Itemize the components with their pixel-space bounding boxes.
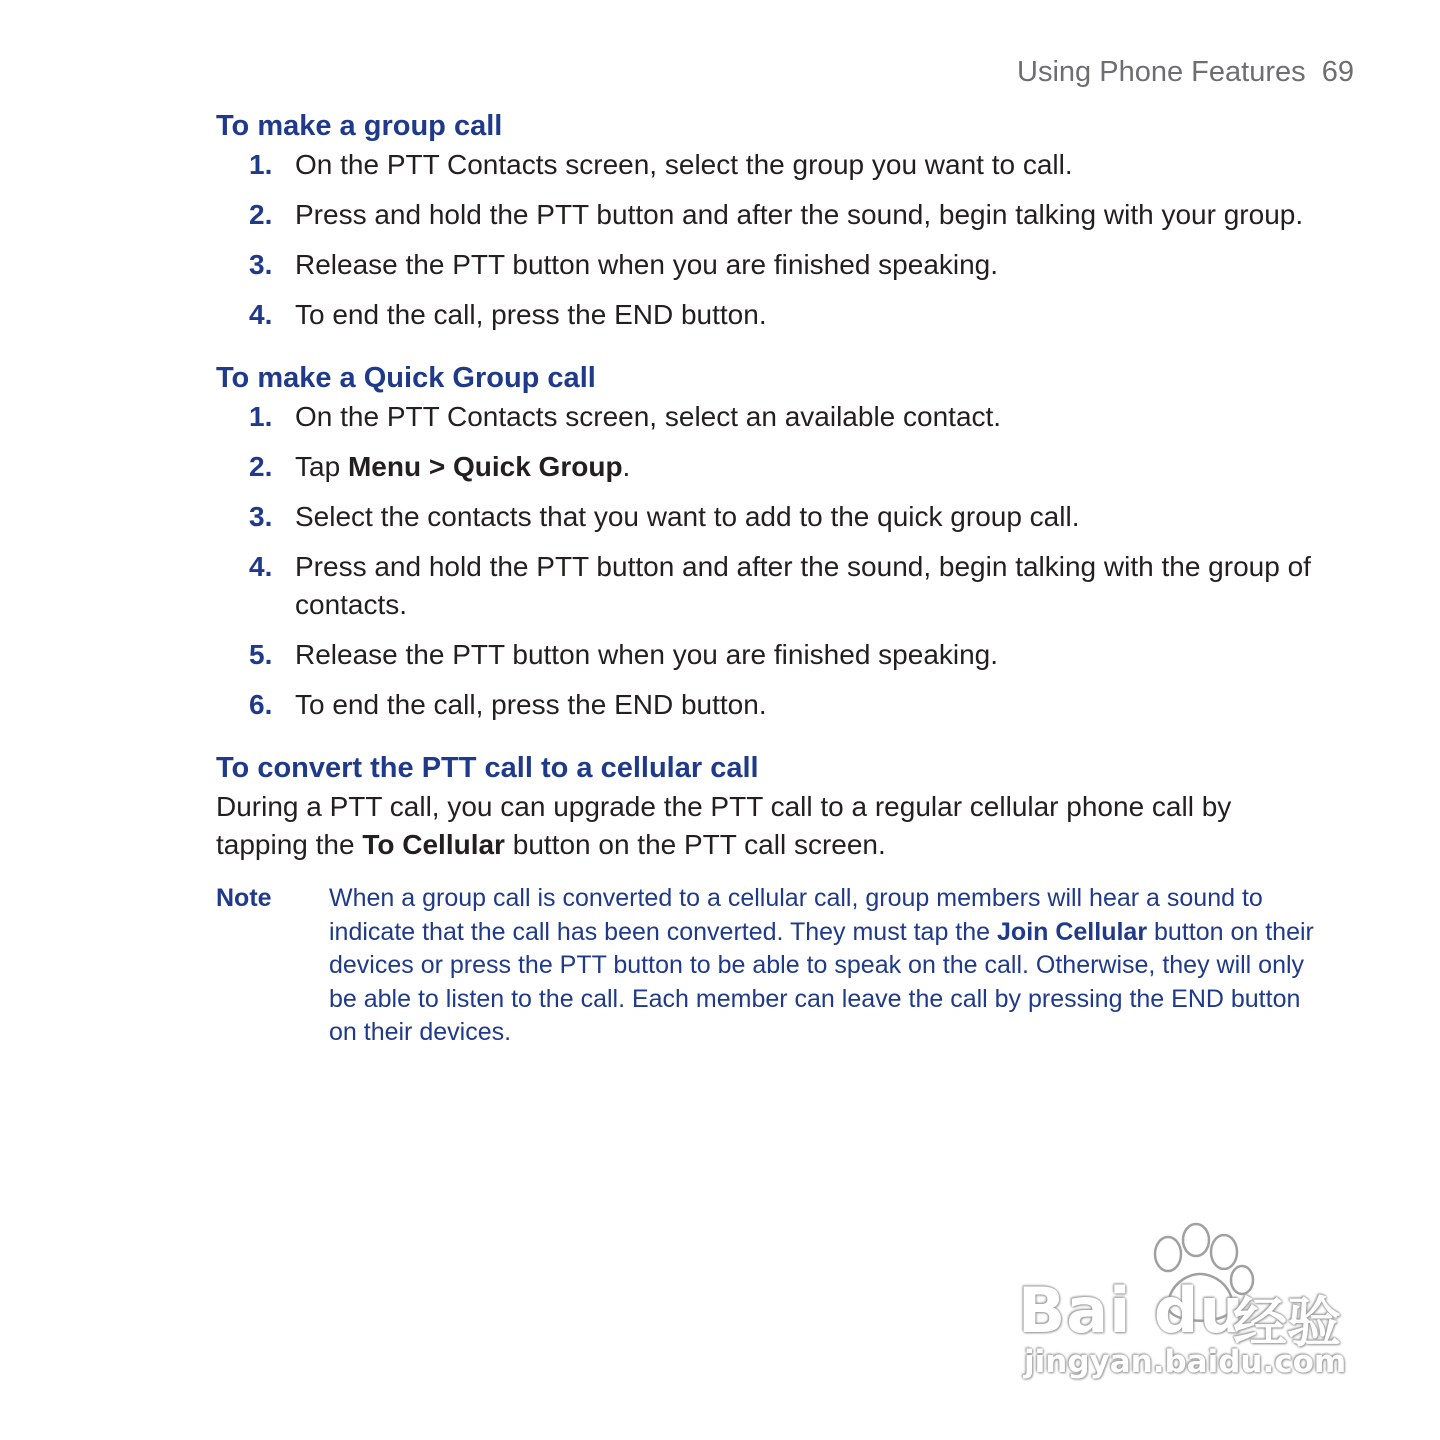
step-number: 3. <box>249 501 273 532</box>
to-cellular-label: To Cellular <box>362 829 505 860</box>
step-number: 1. <box>249 149 273 180</box>
step-item <box>216 498 1316 536</box>
step-item <box>216 146 1316 184</box>
paragraph-pre: During a PTT call, you can upgrade the PTT call to a regular cellular phone call by tapping the <box>216 791 1232 860</box>
step-text-pre: Tap <box>295 451 348 482</box>
step-number: 4. <box>249 299 273 330</box>
watermark-brand-cn: 经验 <box>1233 1291 1341 1354</box>
step-text: Press and hold the PTT button and after the sound, begin talking with the group of contacts. <box>295 551 1311 620</box>
note-text <box>329 882 1316 1050</box>
step-text-post: . <box>622 451 631 482</box>
note-text-post: button on their devices or press the PTT button to be able to speak on the call. Otherwise, they will only be able to listen to the call. Each member can leave the call by pressing the END button on their devices. <box>329 917 1314 1046</box>
step-item <box>216 398 1316 436</box>
step-item <box>216 448 1316 486</box>
watermark-brand: Bai du <box>1018 1274 1245 1347</box>
step-item <box>216 636 1316 674</box>
step-text: To end the call, press the END button. <box>295 299 767 330</box>
page-number: 69 <box>1321 56 1354 88</box>
step-number: 4. <box>249 551 273 582</box>
quick-group-label: Quick Group <box>452 451 623 482</box>
join-cellular-label: Join Cellular <box>997 917 1148 946</box>
steps-quick-group-call <box>216 398 1316 724</box>
step-item <box>216 296 1316 334</box>
section-heading-quick-group-call: To make a Quick Group call <box>216 362 596 394</box>
step-number: 6. <box>249 689 273 720</box>
section-heading-convert-call: To convert the PTT call to a cellular call <box>216 752 759 784</box>
step-number: 2. <box>249 199 273 230</box>
note-text-pre: When a group call is converted to a cellular call, group members will hear a sound to indicate that the call has been converted. They must tap the <box>329 884 1263 946</box>
step-text: On the PTT Contacts screen, select an available contact. <box>295 401 1002 432</box>
note-label: Note <box>216 884 272 912</box>
baidu-watermark <box>1018 1222 1358 1392</box>
running-head <box>1017 56 1354 89</box>
menu-separator: > <box>421 451 453 482</box>
step-text <box>295 448 1316 486</box>
step-item <box>216 548 1316 624</box>
watermark-url: jingyan.baidu.com <box>1024 1344 1347 1380</box>
section-title: Using Phone Features <box>1017 56 1306 88</box>
section-heading-group-call: To make a group call <box>216 110 503 142</box>
steps-group-call <box>216 146 1316 334</box>
step-number: 5. <box>249 639 273 670</box>
convert-call-paragraph <box>216 788 1306 864</box>
step-text: Release the PTT button when you are finished speaking. <box>295 249 999 280</box>
note-block <box>216 882 1316 1050</box>
step-item <box>216 686 1316 724</box>
step-text: Press and hold the PTT button and after the sound, begin talking with your group. <box>295 199 1304 230</box>
step-item <box>216 246 1316 284</box>
step-text: On the PTT Contacts screen, select the group you want to call. <box>295 149 1073 180</box>
step-text: To end the call, press the END button. <box>295 689 767 720</box>
step-item <box>216 196 1316 234</box>
step-number: 3. <box>249 249 273 280</box>
step-number: 1. <box>249 401 273 432</box>
menu-label: Menu <box>347 451 422 482</box>
step-text: Select the contacts that you want to add to the quick group call. <box>295 501 1080 532</box>
step-number: 2. <box>249 451 273 482</box>
paragraph-post: button on the PTT call screen. <box>504 829 886 860</box>
step-text: Release the PTT button when you are finished speaking. <box>295 639 999 670</box>
page-content <box>216 106 1316 1050</box>
